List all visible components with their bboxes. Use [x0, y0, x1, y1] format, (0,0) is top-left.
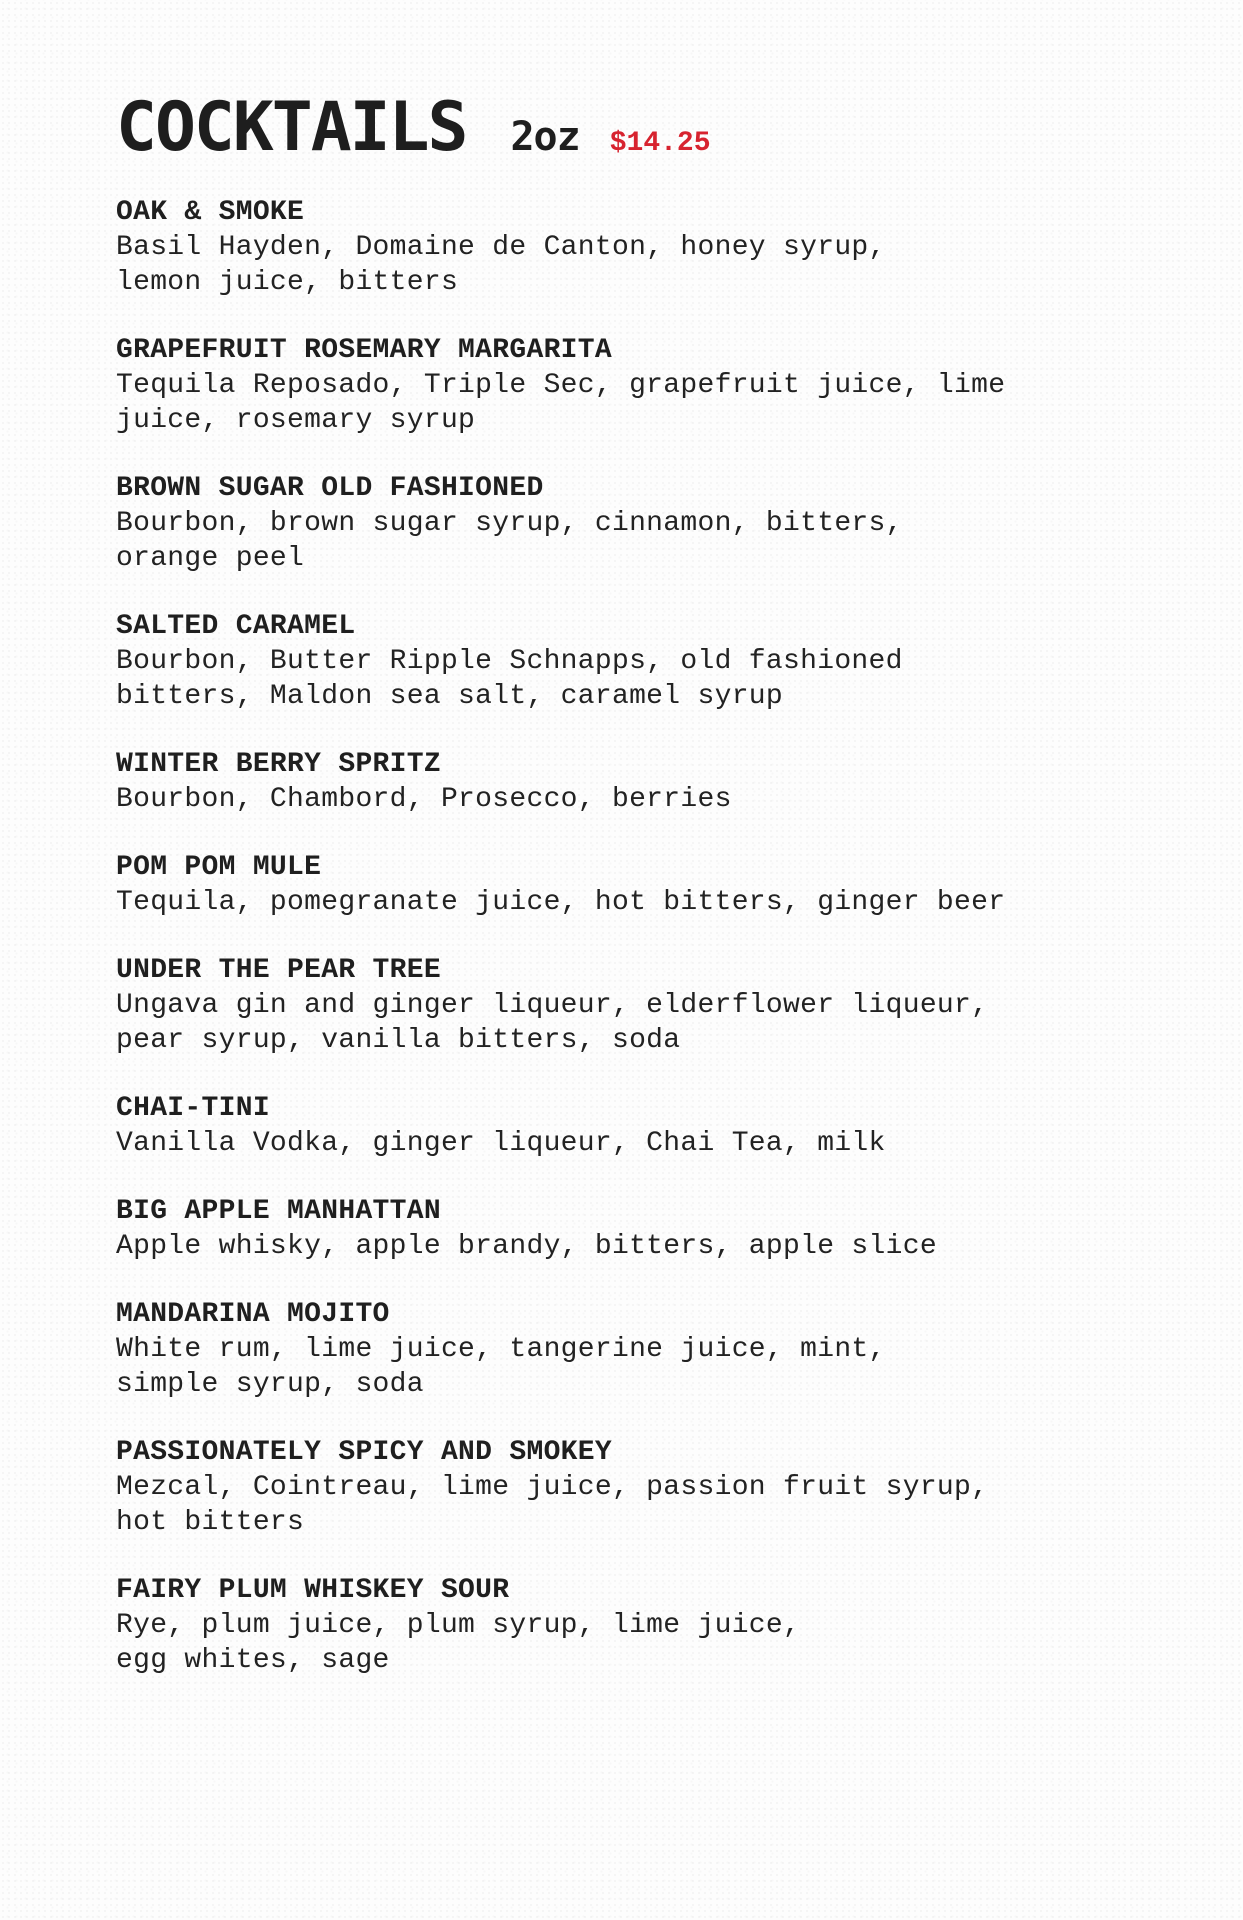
cocktail-ingredients: Tequila, pomegranate juice, hot bitters, ginger beer — [116, 887, 1006, 918]
cocktail-ingredients-cont: pear syrup, vanilla bitters, soda — [116, 1025, 681, 1056]
cocktail-item — [116, 1436, 1116, 1540]
cocktail-name: BROWN SUGAR OLD FASHIONED — [116, 473, 544, 504]
cocktail-name: UNDER THE PEAR TREE — [116, 955, 441, 986]
cocktail-name: OAK & SMOKE — [116, 197, 305, 228]
cocktail-ingredients: Bourbon, Butter Ripple Schnapps, old fashioned — [116, 646, 903, 677]
cocktail-ingredients: Vanilla Vodka, ginger liqueur, Chai Tea, milk — [116, 1128, 886, 1159]
cocktail-list — [116, 196, 1116, 1678]
cocktail-item — [116, 1574, 1116, 1678]
cocktail-name: WINTER BERRY SPRITZ — [116, 749, 441, 780]
cocktail-name: CHAI-TINI — [116, 1093, 270, 1124]
cocktail-ingredients: Bourbon, Chambord, Prosecco, berries — [116, 784, 732, 815]
cocktail-item — [116, 851, 1116, 920]
cocktail-ingredients: Ungava gin and ginger liqueur, elderflower liqueur, — [116, 990, 989, 1021]
cocktail-name: PASSIONATELY SPICY AND SMOKEY — [116, 1437, 612, 1468]
menu-title: COCKTAILS — [116, 88, 467, 167]
menu-header — [116, 88, 1243, 167]
cocktail-item — [116, 1298, 1116, 1402]
cocktail-item — [116, 334, 1116, 438]
cocktail-ingredients-cont: juice, rosemary syrup — [116, 405, 476, 436]
cocktail-name: POM POM MULE — [116, 852, 322, 883]
cocktail-ingredients: Bourbon, brown sugar syrup, cinnamon, bitters, — [116, 508, 903, 539]
cocktail-item — [116, 1092, 1116, 1161]
cocktail-name: GRAPEFRUIT ROSEMARY MARGARITA — [116, 335, 612, 366]
cocktail-item — [116, 748, 1116, 817]
cocktail-ingredients-cont: lemon juice, bitters — [116, 267, 459, 298]
cocktail-item — [116, 954, 1116, 1058]
cocktail-ingredients-cont: egg whites, sage — [116, 1645, 390, 1676]
cocktail-ingredients: White rum, lime juice, tangerine juice, mint, — [116, 1334, 886, 1365]
cocktail-ingredients: Apple whisky, apple brandy, bitters, apple slice — [116, 1231, 937, 1262]
cocktail-ingredients-cont: orange peel — [116, 543, 305, 574]
cocktail-ingredients-cont: bitters, Maldon sea salt, caramel syrup — [116, 681, 784, 712]
price-label: $14.25 — [609, 128, 711, 159]
cocktail-ingredients: Rye, plum juice, plum syrup, lime juice, — [116, 1610, 801, 1641]
cocktail-name: FAIRY PLUM WHISKEY SOUR — [116, 1575, 510, 1606]
cocktail-ingredients: Tequila Reposado, Triple Sec, grapefruit juice, lime — [116, 370, 1006, 401]
cocktail-ingredients-cont: hot bitters — [116, 1507, 305, 1538]
cocktail-name: BIG APPLE MANHATTAN — [116, 1196, 441, 1227]
cocktail-ingredients: Basil Hayden, Domaine de Canton, honey syrup, — [116, 232, 886, 263]
cocktail-item — [116, 472, 1116, 576]
cocktail-ingredients: Mezcal, Cointreau, lime juice, passion fruit syrup, — [116, 1472, 989, 1503]
cocktail-name: MANDARINA MOJITO — [116, 1299, 390, 1330]
cocktail-item — [116, 196, 1116, 300]
cocktail-name: SALTED CARAMEL — [116, 611, 356, 642]
cocktail-item — [116, 1195, 1116, 1264]
cocktail-ingredients-cont: simple syrup, soda — [116, 1369, 424, 1400]
cocktail-item — [116, 610, 1116, 714]
pour-size: 2oz — [510, 114, 580, 160]
